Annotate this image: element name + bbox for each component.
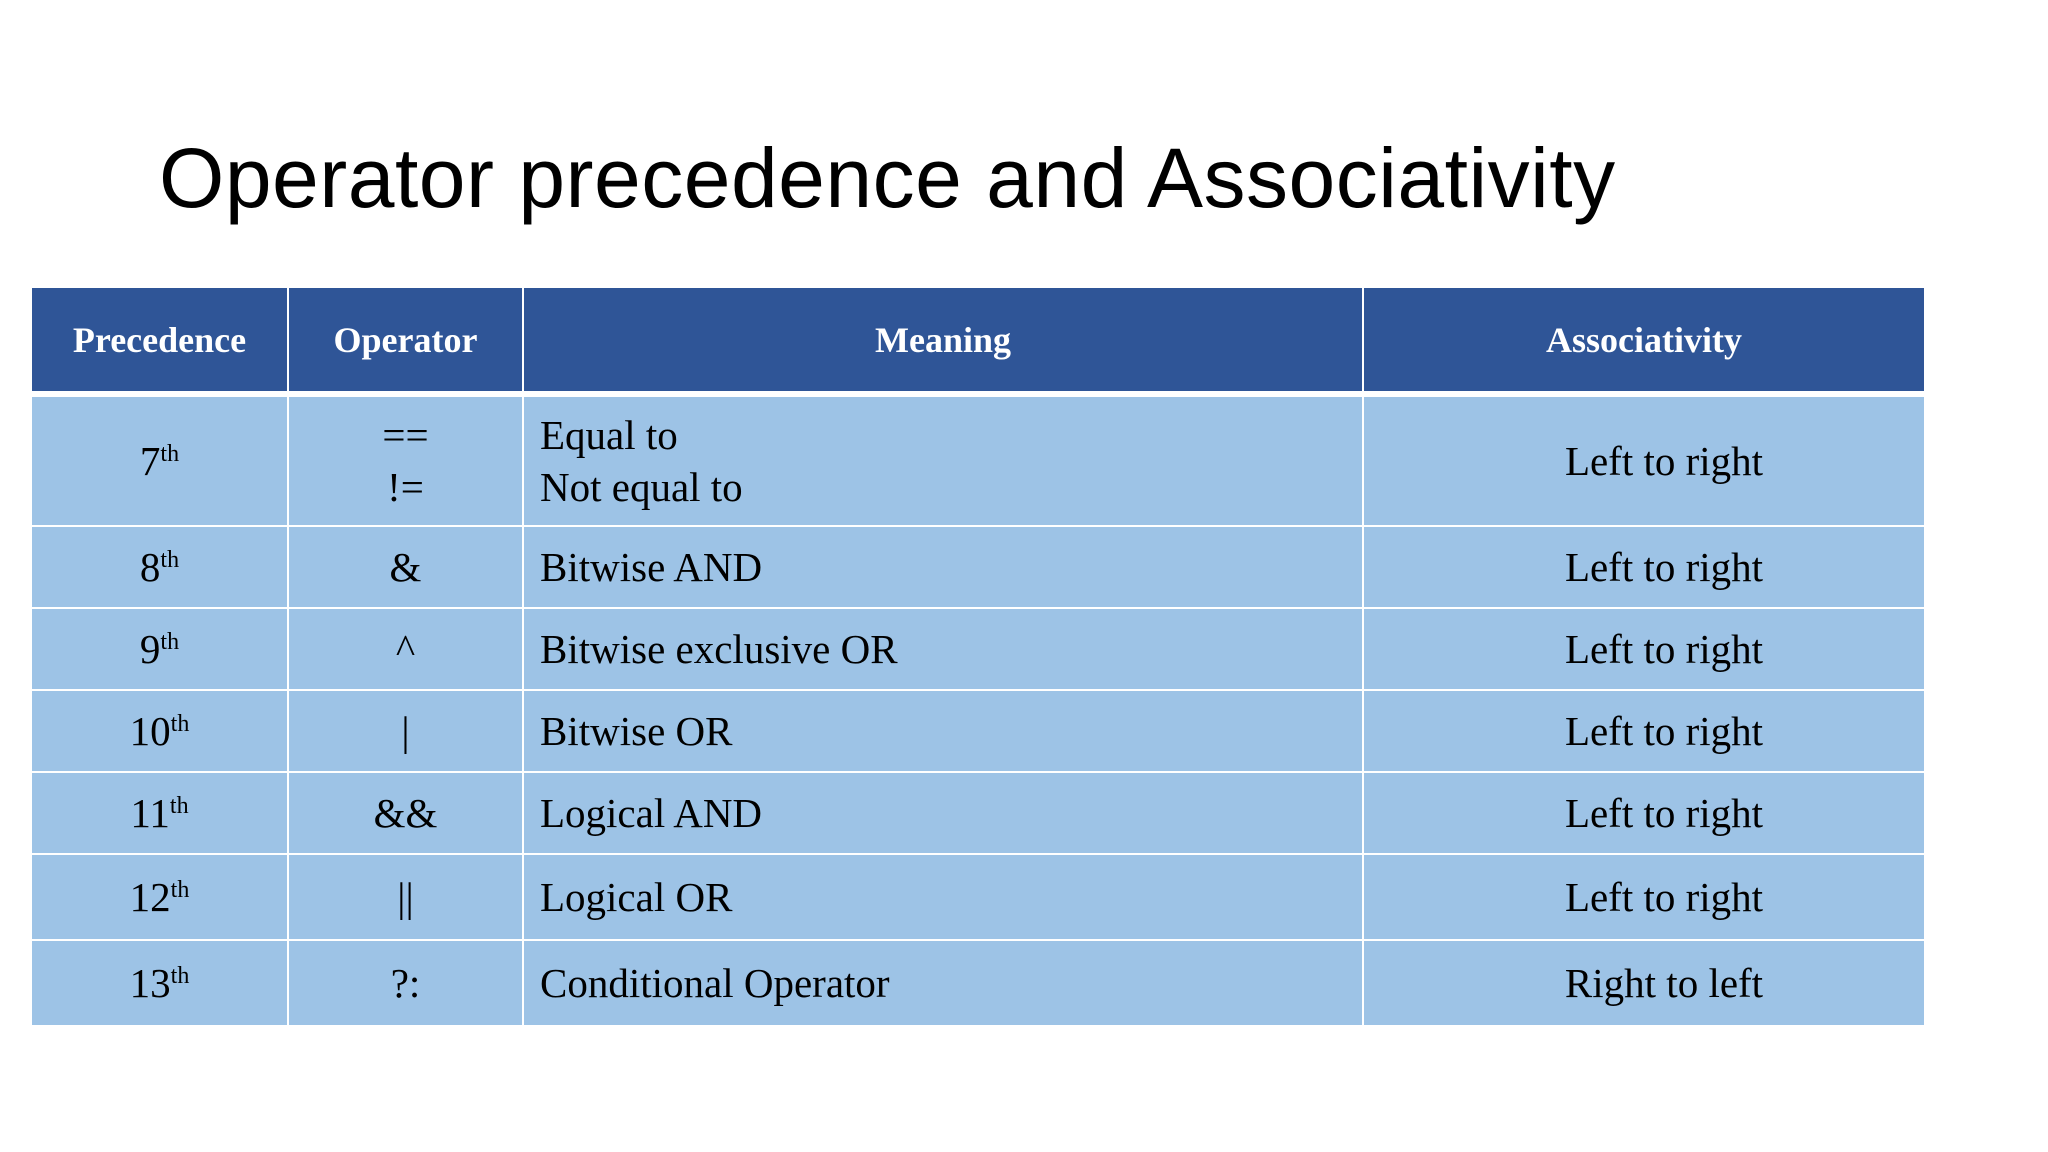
associativity-cell: Left to right [1363,608,1925,690]
precedence-table [30,288,1926,1027]
associativity-cell: Left to right [1363,772,1925,854]
table-row [31,772,1925,854]
meaning-cell [523,394,1363,526]
page-title: Operator precedence and Associativity [159,131,1616,225]
table-row [31,394,1925,526]
precedence-number: 8 [139,544,161,590]
operator-cell: || [288,854,523,940]
ordinal-suffix: th [170,711,190,737]
associativity-cell: Right to left [1363,940,1925,1026]
meaning-cell: Bitwise exclusive OR [523,608,1363,690]
meaning-cell: Bitwise OR [523,690,1363,772]
precedence-cell [31,526,288,608]
ordinal-suffix: th [169,793,189,819]
header-meaning: Meaning [523,288,1363,394]
operator-cell: ^ [288,608,523,690]
operator-cell: | [288,690,523,772]
associativity-cell: Left to right [1363,394,1925,526]
precedence-number: 11 [130,790,170,836]
ordinal-suffix: th [170,877,190,903]
meaning-cell: Bitwise AND [523,526,1363,608]
header-precedence: Precedence [31,288,288,394]
associativity-cell: Left to right [1363,526,1925,608]
ordinal-suffix: th [160,547,180,573]
operator-cell [288,394,523,526]
operator-cell: ?: [288,940,523,1026]
operator-symbol: == [382,412,429,458]
precedence-cell [31,854,288,940]
table-row [31,690,1925,772]
ordinal-suffix: th [160,629,180,655]
table-row [31,526,1925,608]
precedence-cell [31,772,288,854]
ordinal-suffix: th [160,441,180,467]
precedence-number: 12 [129,874,171,920]
operator-cell: && [288,772,523,854]
precedence-cell [31,608,288,690]
precedence-number: 13 [129,960,171,1006]
meaning-cell: Logical OR [523,854,1363,940]
operator-cell: & [288,526,523,608]
ordinal-suffix: th [170,963,190,989]
table-row [31,940,1925,1026]
meaning-text: Equal to [540,412,678,458]
table-header-row [31,288,1925,394]
header-operator: Operator [288,288,523,394]
precedence-cell [31,690,288,772]
associativity-cell: Left to right [1363,854,1925,940]
header-associativity: Associativity [1363,288,1925,394]
meaning-cell: Logical AND [523,772,1363,854]
meaning-text: Not equal to [540,464,743,510]
precedence-number: 9 [139,626,161,672]
associativity-cell: Left to right [1363,690,1925,772]
table-row [31,608,1925,690]
precedence-number: 10 [129,708,171,754]
operator-symbol: != [387,464,424,510]
meaning-cell: Conditional Operator [523,940,1363,1026]
precedence-cell [31,940,288,1026]
table-row [31,854,1925,940]
precedence-number: 7 [139,438,161,484]
precedence-cell [31,394,288,526]
